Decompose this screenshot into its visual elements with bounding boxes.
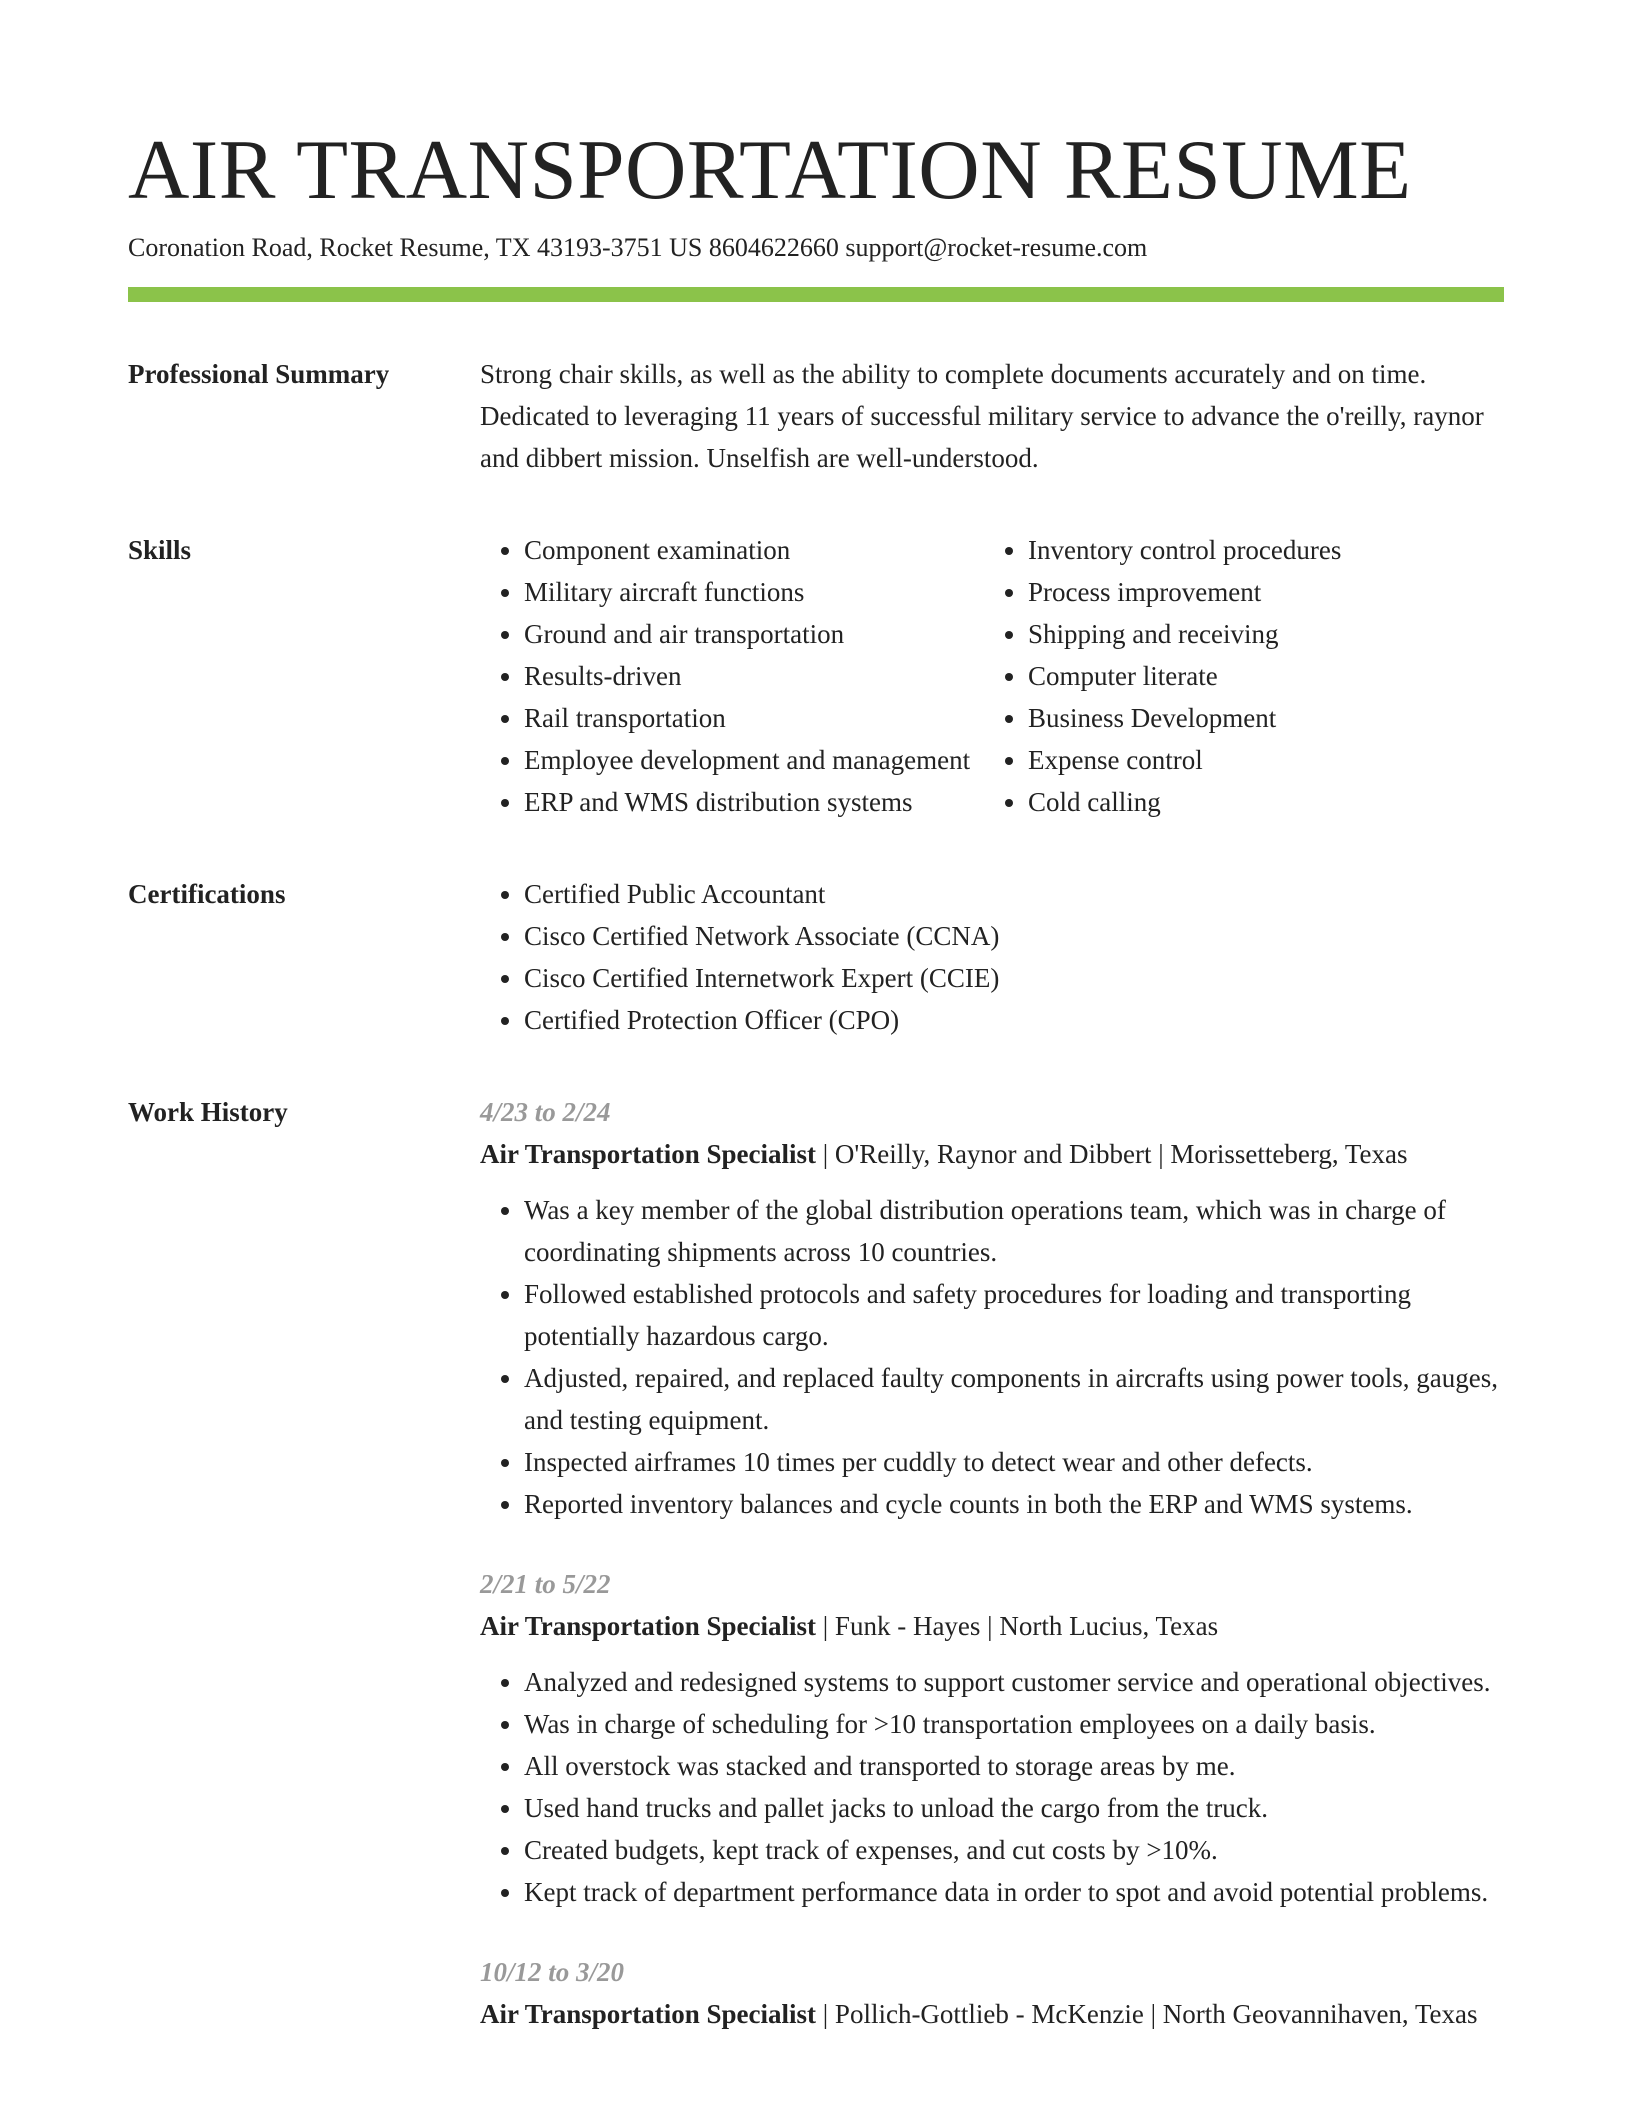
- list-item: • Certified Public Accountant: [524, 873, 1504, 915]
- job-entry: [480, 1563, 1504, 1913]
- list-item: • Expense control: [1028, 739, 1504, 781]
- job-title: Air Transportation Specialist: [480, 1139, 817, 1169]
- job-bullets: [480, 1189, 1504, 1525]
- certifications-section: [128, 873, 1504, 1041]
- job-title: Air Transportation Specialist: [480, 1611, 817, 1641]
- list-item: • All overstock was stacked and transported to storage areas by me.: [524, 1745, 1504, 1787]
- list-item: • Component examination: [524, 529, 984, 571]
- job-dates: 4/23 to 2/24: [480, 1097, 611, 1127]
- skills-list-left: [480, 529, 984, 823]
- list-item: • Was a key member of the global distribution operations team, which was in charge of coordinating shipments across 10 countries.: [524, 1189, 1504, 1273]
- list-item: • Employee development and management: [524, 739, 984, 781]
- contact-line: Coronation Road, Rocket Resume, TX 43193-3751 US 8604622660 support@rocket-resume.com: [128, 233, 1148, 262]
- job-header: [480, 1133, 1504, 1175]
- list-item: • Process improvement: [1028, 571, 1504, 613]
- list-item: • Was in charge of scheduling for >10 transportation employees on a daily basis.: [524, 1703, 1504, 1745]
- list-item: • ERP and WMS distribution systems: [524, 781, 984, 823]
- list-item: • Reported inventory balances and cycle counts in both the ERP and WMS systems.: [524, 1483, 1504, 1525]
- list-item: • Inventory control procedures: [1028, 529, 1504, 571]
- certifications-heading: Certifications: [128, 879, 286, 909]
- list-item: • Ground and air transportation: [524, 613, 984, 655]
- summary-heading: Professional Summary: [128, 359, 390, 389]
- skills-list-right: [984, 529, 1504, 823]
- list-item: • Inspected airframes 10 times per cuddly to detect wear and other defects.: [524, 1441, 1504, 1483]
- accent-divider: [128, 287, 1504, 302]
- job-details: | O'Reilly, Raynor and Dibbert | Morissetteberg, Texas: [816, 1139, 1408, 1169]
- job-bullets: [480, 1661, 1504, 1913]
- resume-title: AIR TRANSPORTATION RESUME: [128, 123, 1412, 217]
- job-details: | Pollich-Gottlieb - McKenzie | North Geovannihaven, Texas: [816, 1999, 1478, 2029]
- job-dates: 2/21 to 5/22: [480, 1569, 611, 1599]
- job-entry: [480, 1951, 1504, 2035]
- list-item: • Used hand trucks and pallet jacks to unload the cargo from the truck.: [524, 1787, 1504, 1829]
- list-item: • Certified Protection Officer (CPO): [524, 999, 1504, 1041]
- summary-section: [128, 353, 1504, 479]
- list-item: • Rail transportation: [524, 697, 984, 739]
- work-history-section: [128, 1091, 1504, 2049]
- list-item: • Computer literate: [1028, 655, 1504, 697]
- list-item: • Analyzed and redesigned systems to support customer service and operational objectives.: [524, 1661, 1504, 1703]
- job-entry: [480, 1091, 1504, 1525]
- list-item: • Cisco Certified Network Associate (CCNA): [524, 915, 1504, 957]
- skills-section: [128, 529, 1504, 823]
- list-item: • Cold calling: [1028, 781, 1504, 823]
- list-item: • Shipping and receiving: [1028, 613, 1504, 655]
- list-item: • Results-driven: [524, 655, 984, 697]
- list-item: • Adjusted, repaired, and replaced faulty components in aircrafts using power tools, gauges, and testing equipment.: [524, 1357, 1504, 1441]
- list-item: • Followed established protocols and safety procedures for loading and transporting potentially hazardous cargo.: [524, 1273, 1504, 1357]
- list-item: • Kept track of department performance data in order to spot and avoid potential problems.: [524, 1871, 1504, 1913]
- summary-text: Strong chair skills, as well as the ability to complete documents accurately and on time. Dedicated to leveraging 11 years of successful military service to advance the o'reilly, raynor and dibbert mission. Unselfish are well-understood.: [480, 359, 1484, 473]
- job-details: | Funk - Hayes | North Lucius, Texas: [816, 1611, 1219, 1641]
- list-item: • Military aircraft functions: [524, 571, 984, 613]
- certifications-list: [480, 873, 1504, 1041]
- job-header: [480, 1605, 1504, 1647]
- list-item: • Cisco Certified Internetwork Expert (CCIE): [524, 957, 1504, 999]
- resume-page: [128, 120, 1504, 2049]
- list-item: • Business Development: [1028, 697, 1504, 739]
- skills-heading: Skills: [128, 535, 192, 565]
- job-header: [480, 1993, 1504, 2035]
- job-title: Air Transportation Specialist: [480, 1999, 817, 2029]
- work-history-heading: Work History: [128, 1097, 288, 1127]
- job-dates: 10/12 to 3/20: [480, 1957, 625, 1987]
- list-item: • Created budgets, kept track of expenses, and cut costs by >10%.: [524, 1829, 1504, 1871]
